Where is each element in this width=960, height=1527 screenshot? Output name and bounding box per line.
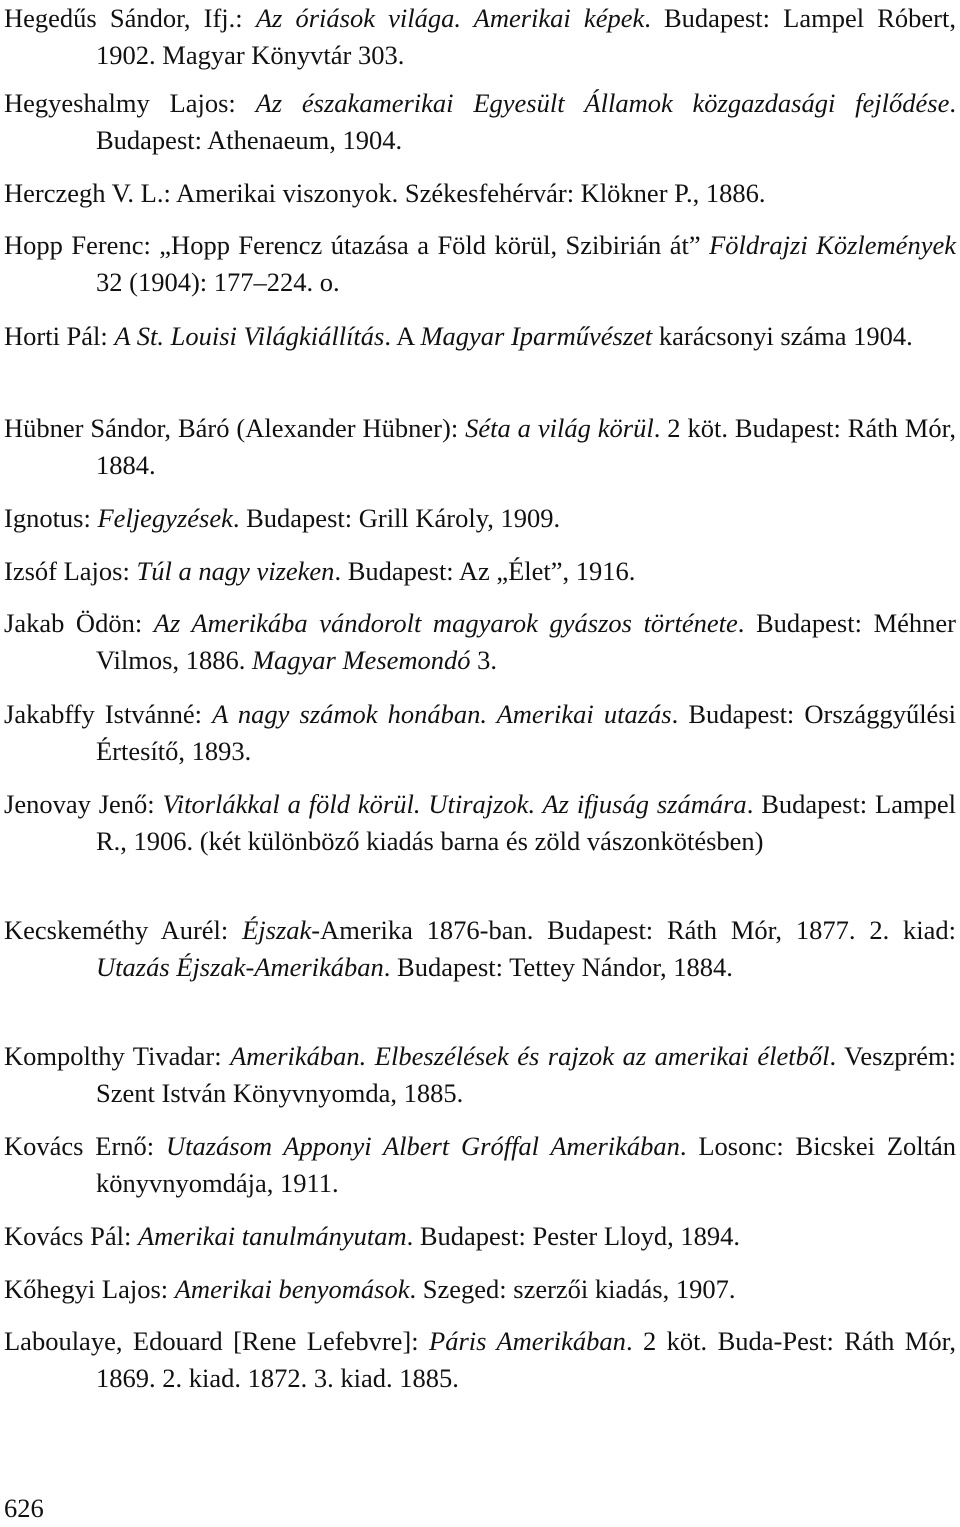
entry-title: Amerikai tanulmányutam [137, 1221, 407, 1251]
bibliography-entry [4, 1218, 956, 1255]
entry-title: Séta a világ körül [465, 413, 654, 443]
entry-text: Izsóf Lajos: [4, 556, 137, 586]
entry-text: . Budapest: Országgyűlési Értesítő, 1893. [96, 699, 956, 766]
bibliography-entry [4, 786, 956, 860]
entry-title: Magyar Mesemondó [251, 645, 471, 675]
bibliography-entry [4, 553, 956, 590]
entry-text: Kőhegyi Lajos: [4, 1274, 175, 1304]
entry-title: Éjszak [242, 915, 312, 945]
entry-title: A St. Louisi Világkiállítás [114, 321, 385, 351]
bibliography-entry [4, 696, 956, 770]
entry-text: . A [384, 321, 421, 351]
entry-text: Kecskeméthy Aurél: [4, 915, 243, 945]
bibliography-entry [4, 0, 956, 74]
entry-text: . Budapest: Athenaeum, 1904. [96, 88, 956, 155]
entry-text: 3. [470, 645, 498, 675]
page-number: 626 [4, 1493, 44, 1523]
entry-text: . 2 köt. Buda-Pest: Ráth Mór, 1869. 2. kiad. 1872. 3. kiad. 1885. [96, 1326, 956, 1393]
entry-title: Amerikában. Elbeszélések és rajzok az amerikai életből [230, 1041, 830, 1071]
entry-text: Kovács Ernő: [4, 1131, 166, 1161]
entry-text: Horti Pál: [4, 321, 115, 351]
entry-title: Páris Amerikában [429, 1326, 626, 1356]
entry-title: Az óriások világa. Amerikai képek [255, 3, 645, 33]
entry-title: Az Amerikába vándorolt magyarok gyászos története [153, 608, 738, 638]
entry-text: Hegedűs Sándor, Ifj.: [4, 3, 256, 33]
bibliography-entry [4, 1038, 956, 1112]
entry-text: Hopp Ferenc: „Hopp Ferencz útazása a Föld körül, Szibirián át” [4, 230, 710, 260]
entry-text: . Budapest: Lampel Róbert, 1902. Magyar Könyvtár 303. [96, 3, 956, 70]
entry-title: Amerikai benyomások [174, 1274, 410, 1304]
entry-title: Földrajzi Közlemények [709, 230, 956, 260]
entry-text: -Amerika 1876-ban. Budapest: Ráth Mór, 1877. 2. kiad: [311, 915, 956, 945]
entry-text: . Budapest: Méhner Vilmos, 1886. [96, 608, 956, 675]
entry-text: Kovács Pál: [4, 1221, 138, 1251]
entry-text: . Budapest: Tettey Nándor, 1884. [383, 952, 733, 982]
entry-text: . 2 köt. Budapest: Ráth Mór, 1884. [96, 413, 956, 480]
bibliography-entry [4, 175, 956, 212]
bibliography-entry [4, 912, 956, 986]
entry-title: Utazásom Apponyi Albert Gróffal Amerikában [165, 1131, 680, 1161]
entry-title: Feljegyzések [97, 503, 233, 533]
entry-title: Túl a nagy vizeken [136, 556, 335, 586]
entry-text: Kompolthy Tivadar: [4, 1041, 231, 1071]
entry-title: Utazás Éjszak-Amerikában [96, 952, 384, 982]
entry-title: Vitorlákkal a föld körül. Utirajzok. Az ifjuság számára [162, 789, 747, 819]
entry-text: Jakabffy Istvánné: [4, 699, 213, 729]
bibliography-entry [4, 227, 956, 301]
entry-text: . Budapest: Grill Károly, 1909. [232, 503, 561, 533]
entry-text: 32 (1904): 177–224. o. [96, 267, 340, 297]
entry-text: karácsonyi száma 1904. [652, 321, 913, 351]
bibliography-entry [4, 410, 956, 484]
bibliography-entry [4, 1323, 956, 1397]
bibliography-entry [4, 1128, 956, 1202]
entry-text: . Budapest: Pester Lloyd, 1894. [406, 1221, 741, 1251]
bibliography-entry [4, 1271, 956, 1308]
entry-title: A nagy számok honában. Amerikai utazás [212, 699, 672, 729]
entry-text: . Budapest: Az „Élet”, 1916. [334, 556, 636, 586]
bibliography-entry [4, 500, 956, 537]
entry-text: . Budapest: Lampel R., 1906. (két különböző kiadás barna és zöld vászonkötésben) [96, 789, 956, 856]
entry-text: . Veszprém: Szent István Könyvnyomda, 1885. [96, 1041, 957, 1108]
entry-text: Herczegh V. L.: Amerikai viszonyok. Székesfehérvár: Klökner P., 1886. [4, 178, 766, 208]
entry-text: Jakab Ödön: [4, 608, 154, 638]
bibliography-entry [4, 85, 956, 159]
entry-text: Laboulaye, Edouard [Rene Lefebvre]: [4, 1326, 430, 1356]
entry-text: Hübner Sándor, Báró (Alexander Hübner): [4, 413, 466, 443]
entry-text: Ignotus: [4, 503, 98, 533]
entry-text: . Losonc: Bicskei Zoltán könyvnyomdája, 1911. [96, 1131, 956, 1198]
entry-title: Az északamerikai Egyesült Államok közgazdasági fejlődése [255, 88, 950, 118]
bibliography-entry [4, 318, 956, 355]
entry-text: Hegyeshalmy Lajos: [4, 88, 256, 118]
entry-text: Jenovay Jenő: [4, 789, 163, 819]
entry-text: . Szeged: szerzői kiadás, 1907. [409, 1274, 736, 1304]
bibliography-entry [4, 605, 956, 679]
entry-title: Magyar Iparművészet [420, 321, 653, 351]
